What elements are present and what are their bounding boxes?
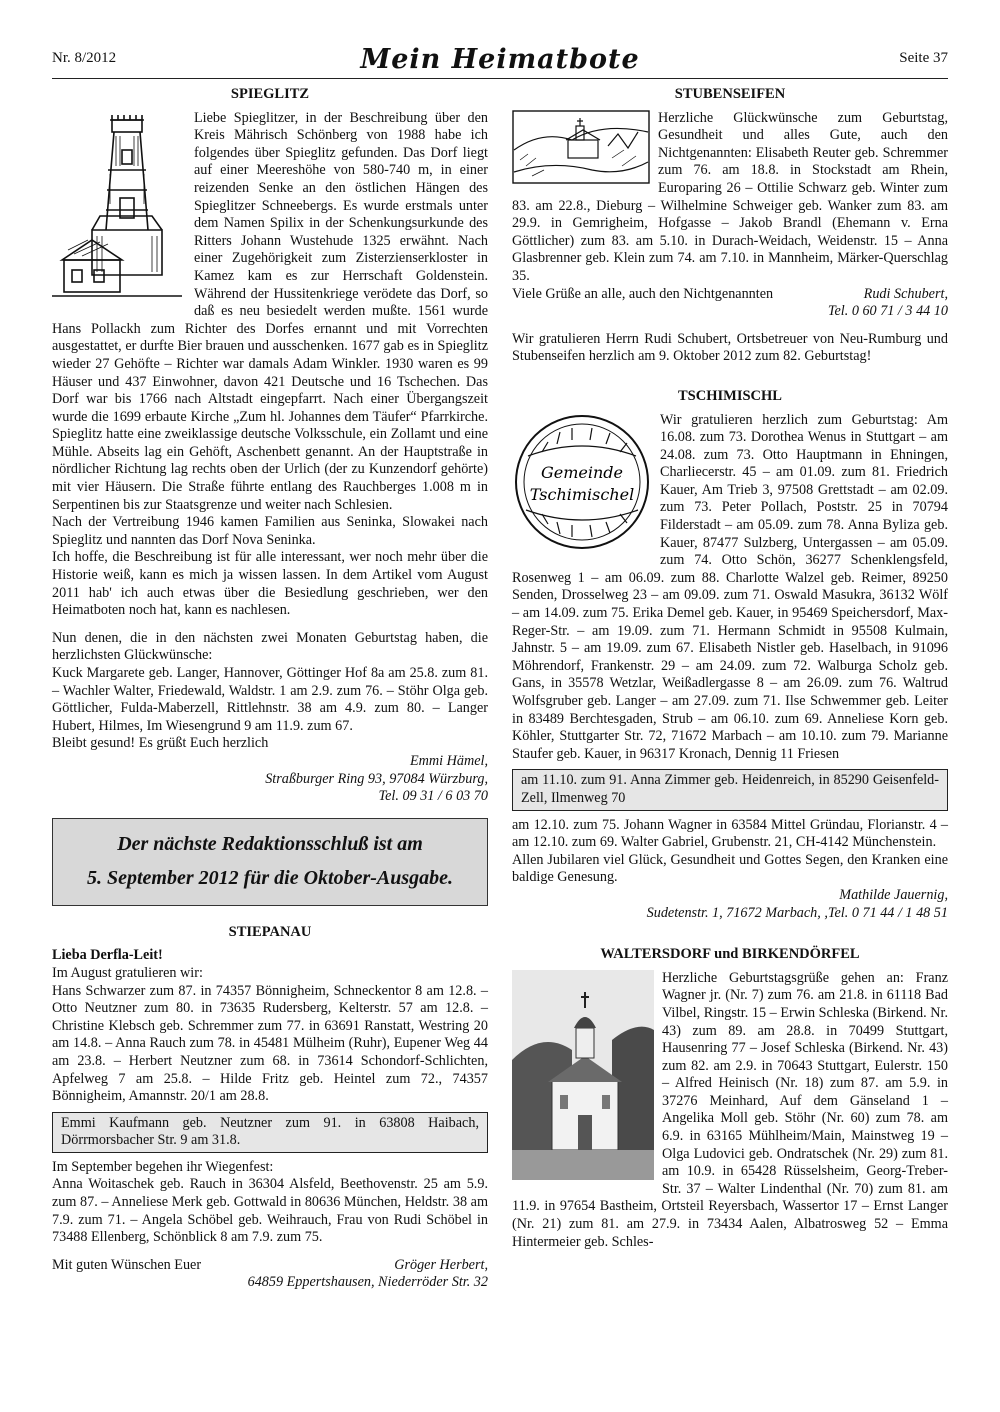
stiepanau-september-list: Anna Woitaschek geb. Rauch in 36304 Alsfeld, Beethovenstr. 25 am 5.9. zum 87. – Anneliese Merk geb. Gottwald in 80636 München, Heldstr. 38 am 7.9. zum 71. – Angela Schöbel geb. Weihrauch, Frau von Rudi Schöbel in 73488 Ellenberg, Schönblick 8 am 7.9. zum 75.: [52, 1176, 488, 1246]
spieglitz-birthdays: Kuck Margarete geb. Langer, Hannover, Göttinger Hof 8a am 25.8. zum 81. – Wachler Walter, Friedewald, Waldstr. 1 am 2.9. zum 76. – Stöhr Olga geb. Göttlicher, Fulda-Maberzell, Rittlehnstr. 38 am 4.9. zum 80. – Langer Hubert, Hilmes, Im Wiesengrund 9 am 11.9. zum 67.: [52, 665, 488, 734]
tower-illustration: [52, 110, 186, 302]
page-header: [52, 44, 948, 79]
church-landscape-illustration: [512, 110, 650, 184]
tschimischl-title: TSCHIMISCHL: [678, 387, 782, 404]
stiepanau-september-intro: Im September begehen ihr Wiegenfest:: [52, 1158, 274, 1175]
signature-phone: Tel. 09 31 / 6 03 70: [378, 788, 488, 805]
tschimischl-text: Wir gratulieren herzlich zum Geburtstag: Am 16.08. zum 73. Dorothea Wenus in Stuttgart – am 24.08. zum 73. Otto Hauptmann in Ehningen, Charliecerstr. 45 – am 01.09. zum 81. Friedrich Kauer, Am Trieb 3, 97508 Grettstadt – am 02.09. zum 73. Peter Pollach, Poststr. 25 in 70794 Filderstadt – am 05.09. zum 78. Anna Byliza geb. Kauer, 87477 Sulzberg, Untergassen – am 05.09. zum 74. Otto Schön, 36277 Schenklengsfeld, Rosenweg 1 – am 06.09. zum 88. Charlotte Walzel geb. Reimer, 89250 Senden, Drosselweg 23 – am 09.09. zum 71. Oswald Masukra, 36132 Wölf – am 14.09. zum 75. Erika Demel geb. Kauer, in 95469 Speichersdorf, Max-Reger-Str. – am 19.09. zum 71. Hermann Schmidt in 95508 Kulmain, Jahnstr. 5 – am 19.09. zum 67. Elisabeth Nistler geb. Haselbach, in 91096 Möhrendorf, Frankenstr. 29 – am 24.09. zum 72. Walburga Scholz geb. Gans, in 35578 Wetzlar, Weißadlergasse 8 – am 26.09. zum 76. Waltrud Wolfsgruber geb. Langer – am 27.09. zum 71. Ilse Schwemmer geb. Leiter in 83489 Berchtesgaden, Strub – am 06.10. zum 69. Anneliese Korn geb. Köhler, Stuttgarter Str. 72, 71672 Marbach – am 10.10. zum 79. Marianne Staufer geb. Kauer, in 96317 Kronach, Dennig 11 Friesen: [512, 411, 948, 762]
signature-address: Straßburger Ring 93, 97084 Würzburg,: [265, 770, 488, 787]
tschimischl-highlight-box: [512, 769, 948, 810]
spieglitz-text-2: Nach der Vertreibung 1946 kamen Familien aus Seninka, Slowakei nach Spieglitz und nannten das Dorf Nova Seninka.: [52, 514, 488, 548]
tschimischl-highlight-text: am 11.10. zum 91. Anna Zimmer geb. Heidenreich, in 85290 Geisenfeld-Zell, Ilmenweg 70: [521, 772, 939, 806]
spieglitz-text-4: Nun denen, die in den nächsten zwei Monaten Geburtstag haben, die herzlichsten Glückwünsche:: [52, 629, 488, 664]
right-column: [512, 86, 948, 1251]
stiepanau-intro: Im August gratulieren wir:: [52, 964, 203, 981]
gemeinde-seal-illustration: [512, 412, 652, 552]
seal-text-tschimischel: Tschimischel: [529, 484, 635, 504]
deadline-notice: [52, 818, 488, 906]
stiepanau-highlight-text: Emmi Kaufmann geb. Neutzner zum 91. in 63808 Haibach, Dörrmorsbacher Str. 9 am 31.8.: [61, 1114, 479, 1149]
waltersdorf-text: Herzliche Geburtstagsgrüße gehen an: Franz Wagner jr. (Nr. 7) zum 76. am 21.8. in 61118 Bad Vilbel, Ringstr. 15 – Erwin Schleska (Birkend. Nr. 43) zum 89. am 28.8. in 70499 Stuttgart, Hausenring 77 – Josef Schleska (Birkend. Nr. 43) zum 82. am 2.9. in 70643 Stuttgart, Eulerstr. 150 – Alfred Heinisch (Nr. 18) zum 87. am 5.9. in 37276 Meinhard, Auf dem Gänseland 1 – Angelika Moll geb. Stöhr (Nr. 60) zum 78. am 6.9. in 63165 Mühlheim/Main, Mainstweg 19 – Olga Ludovici geb. Ondratschek (Nr. 29) zum 81. am 10.9. in 65428 Rüsselsheim, Georg-Treber-Str. 37 – Walter Lindenthal (Nr. 70) zum 81. am 11.9. in 97654 Bastheim, Ortsteil Reyersbach, Wassertor 17 – Ernst Langer (Nr. 21) zum 81. am 27.9. in 73434 Aalen, Albatrosweg 52 – Emma Hintermeier geb. Schles-: [512, 969, 948, 1250]
stiepanau-title: STIEPANAU: [228, 923, 312, 940]
page-number: Seite 37: [899, 50, 948, 66]
deadline-line-1: Der nächste Redaktionsschluß ist am: [117, 832, 423, 855]
issue-number: Nr. 8/2012: [52, 50, 117, 66]
masthead-logo: Mein Heimatbote: [360, 44, 640, 75]
waltersdorf-title: WALTERSDORF und BIRKENDÖRFEL: [600, 946, 860, 963]
stiepanau-signature-name: Gröger Herbert,: [394, 1256, 488, 1273]
stubenseifen-greeting: Viele Grüße an alle, auch den Nichtgenannten: [512, 285, 774, 302]
stiepanau-closing-line: [52, 1257, 488, 1275]
stubenseifen-signature-name: Rudi Schubert,: [863, 285, 948, 302]
tschimischl-blessing: Allen Jubilaren viel Glück, Gesundheit und Gottes Segen, den Kranken eine baldige Genesung.: [512, 851, 948, 886]
spieglitz-greeting: Bleibt gesund! Es grüßt Euch herzlich: [52, 735, 269, 752]
signature-name: Emmi Hämel,: [409, 752, 488, 769]
left-column: [52, 86, 488, 1292]
stubenseifen-greeting-line: [512, 286, 948, 304]
spieglitz-text: Liebe Spieglitzer, in der Beschreibung über den Kreis Mährisch Schönberg von 1988 habe ich folgendes über Spieglitz gefunden. Das Dorf liegt auf einer Meereshöhe von 580-740 m, in einer reizenden Senke an den östlichen Hängen des Spieglitzer Schneebergs. Es wurde erstmals unter dem Namen Spilix in der Schenkungsurkunde des Ritters Johann Wustehude 1325 erwähnt. Nach einer Zugehörigkeit zum Zisterzienserkloster in Kamez kam es zur Herrschaft Goldenstein. Während der Hussitenkriege verödete das Dorf, so daß es neu besiedelt werden mußte. 1561 wurde Hans Pollackh zum Richter des Dorfes ernannt und mit Vorrechten ausgestattet, er durfte Bier brauen und ausschenken. 1677 gab es in Spieglitz wieder 27 Gehöfte – Richter war damals Adam Winkler. 1930 waren es 99 Häuser und 437 Einwohner, davon 421 Deutsche und 16 Tschechen. Das Dorf war bis 1766 nach Altstadt eingepfarrt. Nach einer Übergangszeit wurde die 1699 erbaute Kirche „Zum hl. Johannes dem Täufer“ Pfarrkirche. Spieglitz hatte eine zweiklassige deutsche Volksschule, ein Zollamt und eine Mühle. Abseits lag ein Gehöft, Aschenbett genannt. An der Hauptstraße in nördlicher Richtung lag rechts oben der Urlich (der zu Kunzendorf gehörte) mit vier Häusern. Die Straße führte entlang des Rauchberges 1.008 m in Serpentinen bis zur Staatsgrenze und weiter nach Schlesien.: [52, 109, 488, 513]
stubenseifen-congrats: Wir gratulieren Herrn Rudi Schubert, Ortsbetreuer von Neu-Rumburg und Stubenseifen herzlich am 9. Oktober 2012 zum 82. Geburtstag!: [512, 330, 948, 365]
deadline-line-2: 5. September 2012 für die Oktober-Ausgabe.: [86, 866, 454, 889]
stubenseifen-title: STUBENSEIFEN: [674, 86, 786, 102]
stiepanau-signature-address: 64859 Eppertshausen, Niederröder Str. 32: [247, 1274, 488, 1291]
stiepanau-highlight-box: [52, 1112, 488, 1153]
stubenseifen-signature-phone: Tel. 0 60 71 / 3 44 10: [827, 303, 948, 320]
chapel-photo: [512, 970, 654, 1180]
stubenseifen-text: Herzliche Glückwünsche zum Geburtstag, Gesundheit und alles Gute, auch den Nichtgenannten: Elisabeth Reuter geb. Schremmer zum 76. am 18.8. in Stockstadt am Rhein, Europaring 26 – Ottilie Schwarz geb. Winter zum 83. am 22.8., Dieburg – Wilhelmine Schweiger geb. Wanker zum 83. am 29.9. in Gemrigheim, Hofgasse – Jakob Brandl (Ehemann v. Erna Göttlicher) zum 83. am 5.10. in Durach-Weidach, Weidenstr. 15 – Anna Glasbrenner geb. Klein zum 74. am 7.10. in Mannheim, Märker-Querschlag 35.: [512, 109, 948, 284]
tschimischl-text-2: am 12.10. zum 75. Johann Wagner in 63584 Mittel Gründau, Florianstr. 4 – am 12.10. zum 69. Walter Gabriel, Grubenstr. 21, CH-4142 Münchenstein.: [512, 816, 948, 851]
spieglitz-title: SPIEGLITZ: [230, 86, 310, 102]
stiepanau-august-list: Hans Schwarzer zum 87. in 74357 Bönnigheim, Schneckentor 8 am 12.8. – Otto Neutzner zum 80. in 73635 Rudersberg, Kelterstr. 57 am 12.8. – Christine Klebsch geb. Schremmer zum 77. in 63691 Ranstatt, Westring 20 am 14.8. – Anna Rauch zum 78. in 45481 Mülheim (Ruhr), Eupener Weg 44 am 23.8. – Herbert Neutzner zum 68. in 73614 Schondorf-Schlichten, Apfelweg 7 am 25.8. – Hilde Fritz geb. Heintel zum 72., 74357 Bönnigheim, Amannstr. 20/1 am 28.8.: [52, 982, 488, 1105]
spieglitz-text-3: Ich hoffe, die Beschreibung ist für alle interessant, wer noch mehr über die Historie weiß, kann es mich ja wissen lassen. In dem Artikel vom August 2011 hab' ich auch etwas über die Besiedlung geschrieben, wer den Heimatboten noch hat, kann es nachlesen.: [52, 549, 488, 619]
stiepanau-closing: Mit guten Wünschen Euer: [52, 1256, 202, 1273]
tschimischl-signature-name: Mathilde Jauernig,: [839, 886, 948, 903]
stiepanau-greeting: Lieba Derfla-Leit!: [52, 947, 163, 964]
seal-text-gemeinde: Gemeinde: [540, 462, 624, 482]
tschimischl-signature-address: Sudetenstr. 1, 71672 Marbach, ,Tel. 0 71 44 / 1 48 51: [646, 904, 948, 921]
